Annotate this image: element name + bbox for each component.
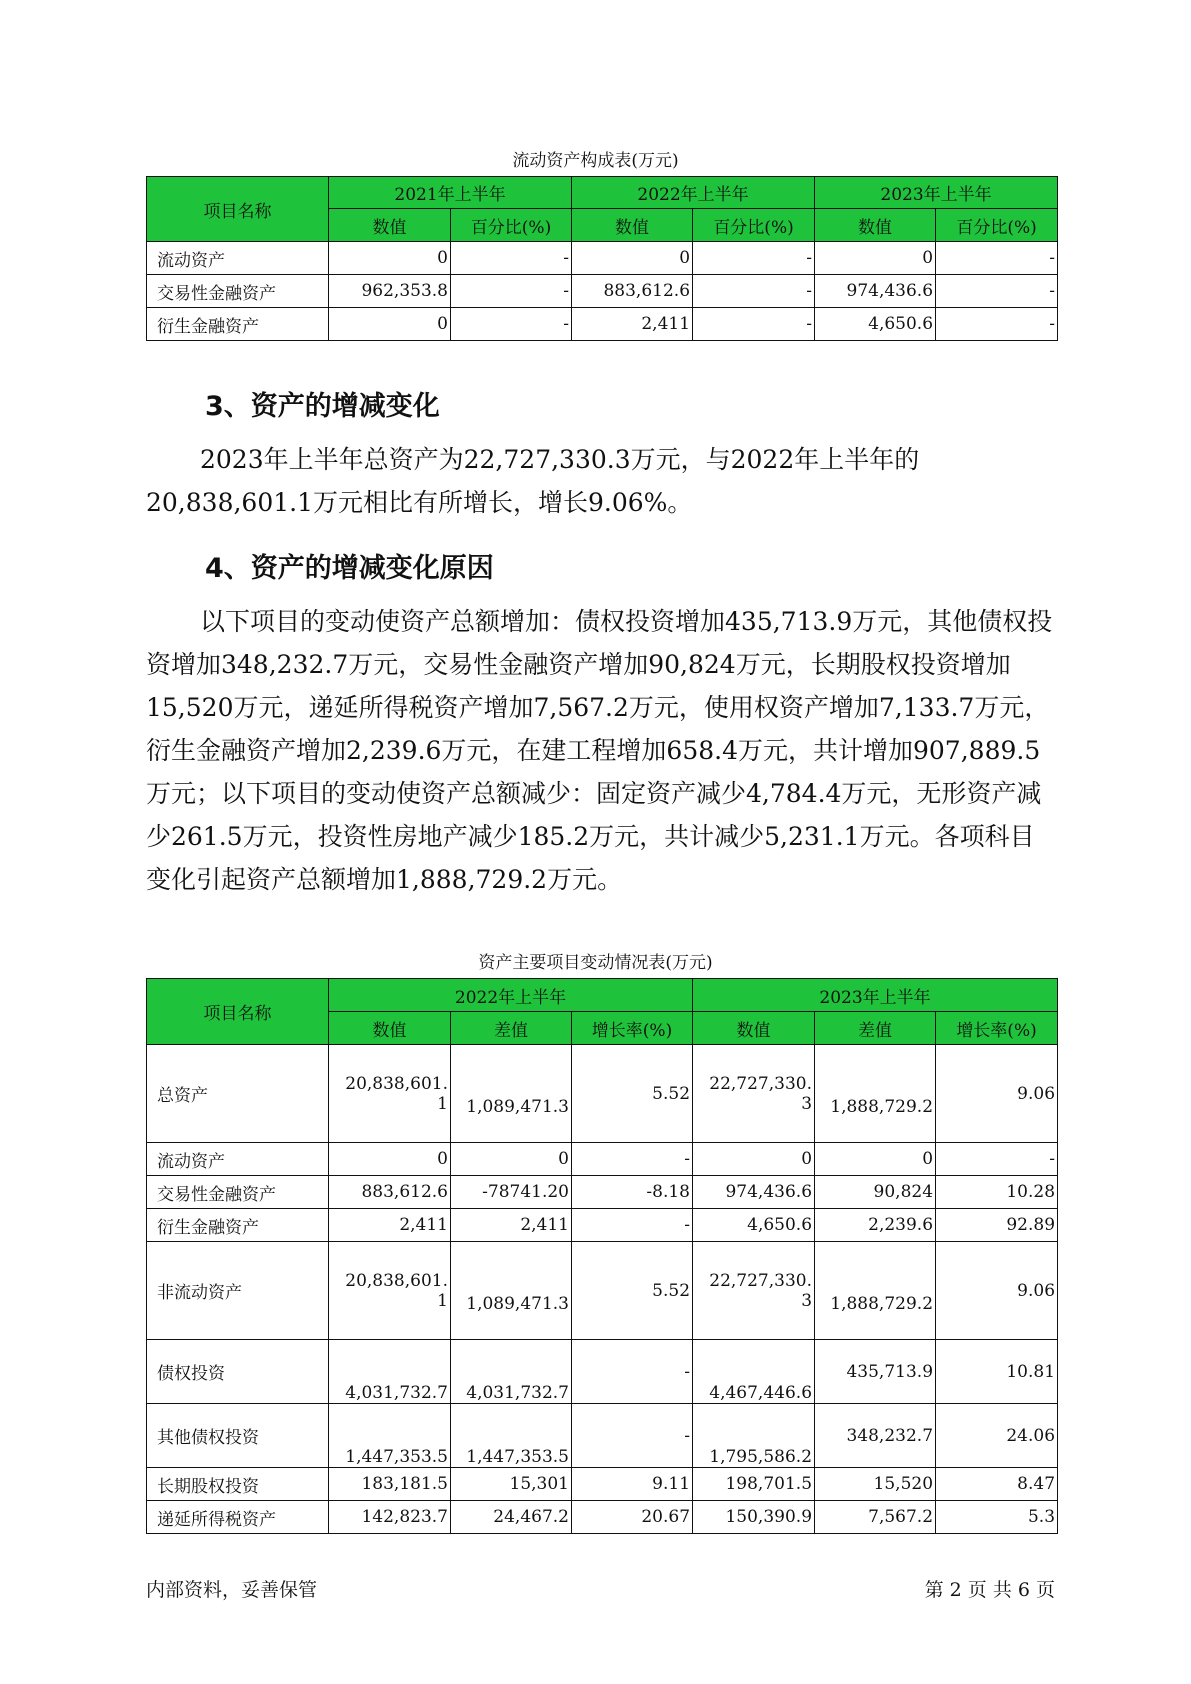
row-label: 非流动资产 <box>147 1242 329 1340</box>
item-name-header: 项目名称 <box>147 979 329 1045</box>
cell: 9.06 <box>936 1045 1058 1143</box>
cell: 10.81 <box>936 1340 1058 1404</box>
table-row <box>147 1404 1058 1468</box>
footer-page-number: 第 2 页 共 6 页 <box>924 1579 1055 1601</box>
cell: - <box>936 275 1058 308</box>
cell: 1,888,729.2 <box>815 1242 936 1340</box>
cell: 9.06 <box>936 1242 1058 1340</box>
cell: - <box>572 1340 693 1404</box>
cell: 142,823.7 <box>329 1501 451 1534</box>
row-label: 长期股权投资 <box>147 1468 329 1501</box>
cell: -8.18 <box>572 1176 693 1209</box>
cell: 1,447,353.5 <box>329 1404 451 1468</box>
cell: 90,824 <box>815 1176 936 1209</box>
value-header: 数值 <box>693 1012 815 1045</box>
cell: 0 <box>329 242 451 275</box>
cell: 24.06 <box>936 1404 1058 1468</box>
table-row <box>147 1468 1058 1501</box>
section-4-paragraph: 以下项目的变动使资产总额增加：债权投资增加435,713.9万元，其他债权投资增加348,232.7万元，交易性金融资产增加90,824万元，长期股权投资增加15,520万元，递延所得税资产增加7,567.2万元，使用权资产增加7,133.7万元，衍生金融资产增加2,239.6万元，在建工程增加658.4万元，共计增加907,889.5万元；以下项目的变动使资产总额减少：固定资产减少4,784.4万元，无形资产减少261.5万元，投资性房地产减少185.2万元，共计减少5,231.1万元。各项科目变化引起资产总额增加1,888,729.2万元。 <box>146 607 1053 894</box>
current-assets-table <box>146 176 1058 341</box>
cell: 1,089,471.3 <box>451 1045 572 1143</box>
value-header: 数值 <box>815 209 936 242</box>
cell: 20,838,601. 1 <box>329 1242 451 1340</box>
cell: 15,520 <box>815 1468 936 1501</box>
cell: - <box>572 1143 693 1176</box>
row-label: 总资产 <box>147 1045 329 1143</box>
cell: - <box>693 275 815 308</box>
cell: 883,612.6 <box>572 275 693 308</box>
cell: 22,727,330. 3 <box>693 1242 815 1340</box>
cell: 5.3 <box>936 1501 1058 1534</box>
cell: - <box>936 1143 1058 1176</box>
row-label: 流动资产 <box>147 1143 329 1176</box>
difference-header: 差值 <box>451 1012 572 1045</box>
cell: 7,567.2 <box>815 1501 936 1534</box>
row-label: 衍生金融资产 <box>147 308 329 341</box>
table1-caption: 流动资产构成表(万元) <box>512 151 679 171</box>
growth-rate-header: 增长率(%) <box>936 1012 1058 1045</box>
table-row <box>147 242 1058 275</box>
cell: - <box>451 275 572 308</box>
section-3-heading: 3、资产的增减变化 <box>205 391 440 422</box>
cell: 0 <box>329 308 451 341</box>
asset-changes-table <box>146 978 1058 1534</box>
table-row <box>147 1242 1058 1340</box>
cell: 24,467.2 <box>451 1501 572 1534</box>
row-label: 递延所得税资产 <box>147 1501 329 1534</box>
table2-caption: 资产主要项目变动情况表(万元) <box>478 953 713 973</box>
cell: 15,301 <box>451 1468 572 1501</box>
cell: 1,888,729.2 <box>815 1045 936 1143</box>
table-row <box>147 1176 1058 1209</box>
cell: 2,411 <box>329 1209 451 1242</box>
cell: 183,181.5 <box>329 1468 451 1501</box>
value-header: 数值 <box>572 209 693 242</box>
cell: - <box>451 308 572 341</box>
table-row <box>147 308 1058 341</box>
cell: - <box>572 1404 693 1468</box>
cell: 0 <box>815 1143 936 1176</box>
cell: 20,838,601. 1 <box>329 1045 451 1143</box>
cell: 1,089,471.3 <box>451 1242 572 1340</box>
cell: 4,650.6 <box>693 1209 815 1242</box>
period-header: 2021年上半年 <box>329 177 572 209</box>
cell: 4,650.6 <box>815 308 936 341</box>
table-row <box>147 1143 1058 1176</box>
period-header: 2022年上半年 <box>329 979 693 1012</box>
cell: 9.11 <box>572 1468 693 1501</box>
cell: - <box>572 1209 693 1242</box>
cell: 1,795,586.2 <box>693 1404 815 1468</box>
cell: 974,436.6 <box>693 1176 815 1209</box>
cell: 2,239.6 <box>815 1209 936 1242</box>
cell: 20.67 <box>572 1501 693 1534</box>
cell: - <box>936 242 1058 275</box>
cell: 10.28 <box>936 1176 1058 1209</box>
row-label: 交易性金融资产 <box>147 275 329 308</box>
cell: 348,232.7 <box>815 1404 936 1468</box>
percent-header: 百分比(%) <box>936 209 1058 242</box>
cell: - <box>936 308 1058 341</box>
value-header: 数值 <box>329 1012 451 1045</box>
cell: - <box>693 308 815 341</box>
cell: 2,411 <box>451 1209 572 1242</box>
cell: 4,031,732.7 <box>451 1340 572 1404</box>
cell: 1,447,353.5 <box>451 1404 572 1468</box>
cell: 0 <box>815 242 936 275</box>
cell: 962,353.8 <box>329 275 451 308</box>
table-row <box>147 275 1058 308</box>
cell: 0 <box>329 1143 451 1176</box>
cell: -78741.20 <box>451 1176 572 1209</box>
period-header: 2023年上半年 <box>693 979 1058 1012</box>
footer-confidential-note: 内部资料，妥善保管 <box>146 1579 318 1601</box>
cell: 150,390.9 <box>693 1501 815 1534</box>
cell: - <box>693 242 815 275</box>
cell: 5.52 <box>572 1045 693 1143</box>
percent-header: 百分比(%) <box>451 209 572 242</box>
cell: 92.89 <box>936 1209 1058 1242</box>
row-label: 债权投资 <box>147 1340 329 1404</box>
cell: 22,727,330. 3 <box>693 1045 815 1143</box>
row-label: 衍生金融资产 <box>147 1209 329 1242</box>
cell: 4,467,446.6 <box>693 1340 815 1404</box>
table-row <box>147 1340 1058 1404</box>
difference-header: 差值 <box>815 1012 936 1045</box>
cell: 0 <box>572 242 693 275</box>
row-label: 其他债权投资 <box>147 1404 329 1468</box>
cell: 883,612.6 <box>329 1176 451 1209</box>
item-name-header: 项目名称 <box>147 177 329 242</box>
row-label: 流动资产 <box>147 242 329 275</box>
cell: 974,436.6 <box>815 275 936 308</box>
table-row <box>147 1501 1058 1534</box>
cell: 435,713.9 <box>815 1340 936 1404</box>
period-header: 2022年上半年 <box>572 177 815 209</box>
cell: 198,701.5 <box>693 1468 815 1501</box>
table-row <box>147 1209 1058 1242</box>
cell: 4,031,732.7 <box>329 1340 451 1404</box>
growth-rate-header: 增长率(%) <box>572 1012 693 1045</box>
table-row <box>147 1045 1058 1143</box>
cell: 2,411 <box>572 308 693 341</box>
cell: 5.52 <box>572 1242 693 1340</box>
cell: 0 <box>451 1143 572 1176</box>
cell: 0 <box>693 1143 815 1176</box>
cell: - <box>451 242 572 275</box>
period-header: 2023年上半年 <box>815 177 1058 209</box>
section-3-paragraph: 2023年上半年总资产为22,727,330.3万元，与2022年上半年的20,838,601.1万元相比有所增长，增长9.06%。 <box>146 445 920 517</box>
cell: 8.47 <box>936 1468 1058 1501</box>
value-header: 数值 <box>329 209 451 242</box>
percent-header: 百分比(%) <box>693 209 815 242</box>
row-label: 交易性金融资产 <box>147 1176 329 1209</box>
section-4-heading: 4、资产的增减变化原因 <box>205 553 494 584</box>
